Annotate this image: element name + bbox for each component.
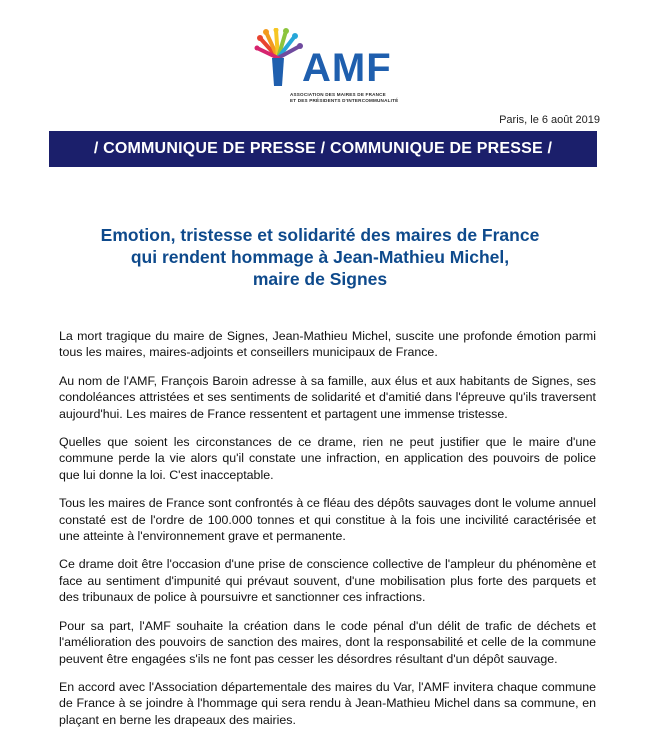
press-body (59, 328, 596, 740)
body-paragraph-1: La mort tragique du maire de Signes, Jean-Mathieu Michel, suscite une profonde émotion parmi tous les maires, maires-adjoints et conseillers municipaux de France. (59, 329, 596, 360)
body-paragraph-3: Quelles que soient les circonstances de ce drame, rien ne peut justifier que le maire d'une commune perde la vie alors qu'il constate une infraction, en application des pouvoirs de police que lui donne la loi. C'est inacceptable. (59, 435, 596, 482)
press-title (60, 224, 580, 290)
body-paragraph-5: Ce drame doit être l'occasion d'une prise de conscience collective de l'ampleur du phénomène et face au sentiment d'impunité qui prévaut souvent, d'une mobilisation plus forte des parquets et des tribunaux de police à poursuivre et sanctionner ces infractions. (59, 557, 596, 605)
body-paragraph-4: Tous les maires de France sont confrontés à ce fléau des dépôts sauvages dont le volume annuel constaté est de l'ordre de 100.000 tonnes et qui constitue à la fois une incivilité caractérisée et une atteinte à l'environnement grave et permanente. (59, 496, 596, 544)
title-line-1: Emotion, tristesse et solidarité des maires de France (100, 225, 540, 245)
title-line-3: maire de Signes (252, 269, 388, 289)
amf-logo (254, 28, 404, 104)
title-line-2: qui rendent hommage à Jean-Mathieu Michel, (130, 247, 510, 267)
logo-subtitle-line1: ASSOCIATION DES MAIRES DE FRANCE (290, 92, 386, 97)
press-release-banner: / COMMUNIQUE DE PRESSE / COMMUNIQUE DE PRESSE / (49, 131, 597, 167)
logo-subtitle-line2: ET DES PRÉSIDENTS D'INTERCOMMUNALITÉ (290, 98, 399, 103)
body-paragraph-7: En accord avec l'Association départementale des maires du Var, l'AMF invitera chaque commune de France à se joindre à l'hommage qui sera rendu à Jean-Mathieu Michel dans sa commune, en plaçant en berne les drapeaux des mairies. (59, 679, 596, 727)
body-paragraph-6: Pour sa part, l'AMF souhaite la création dans le code pénal d'un délit de trafic de déchets et l'amélioration des pouvoirs de sanction des maires, dont la responsabilité et celle de la commune peuvent être engagées s'ils ne font pas cesser les désordres résultant d'un dépôt sauvage. (59, 618, 596, 666)
press-date: Paris, le 6 août 2019 (499, 114, 600, 126)
logo-text: AMF (302, 46, 392, 90)
tree-figure-icon (254, 28, 306, 92)
body-paragraph-2: Au nom de l'AMF, François Baroin adresse à sa famille, aux élus et aux habitants de Signes, ses condoléances attristées et ses sentiments de solidarité et d'amitié dans l'épreuve qu'ils traversent aujourd'hui. Les maires de France ressentent et partagent une immense tristesse. (59, 373, 596, 421)
